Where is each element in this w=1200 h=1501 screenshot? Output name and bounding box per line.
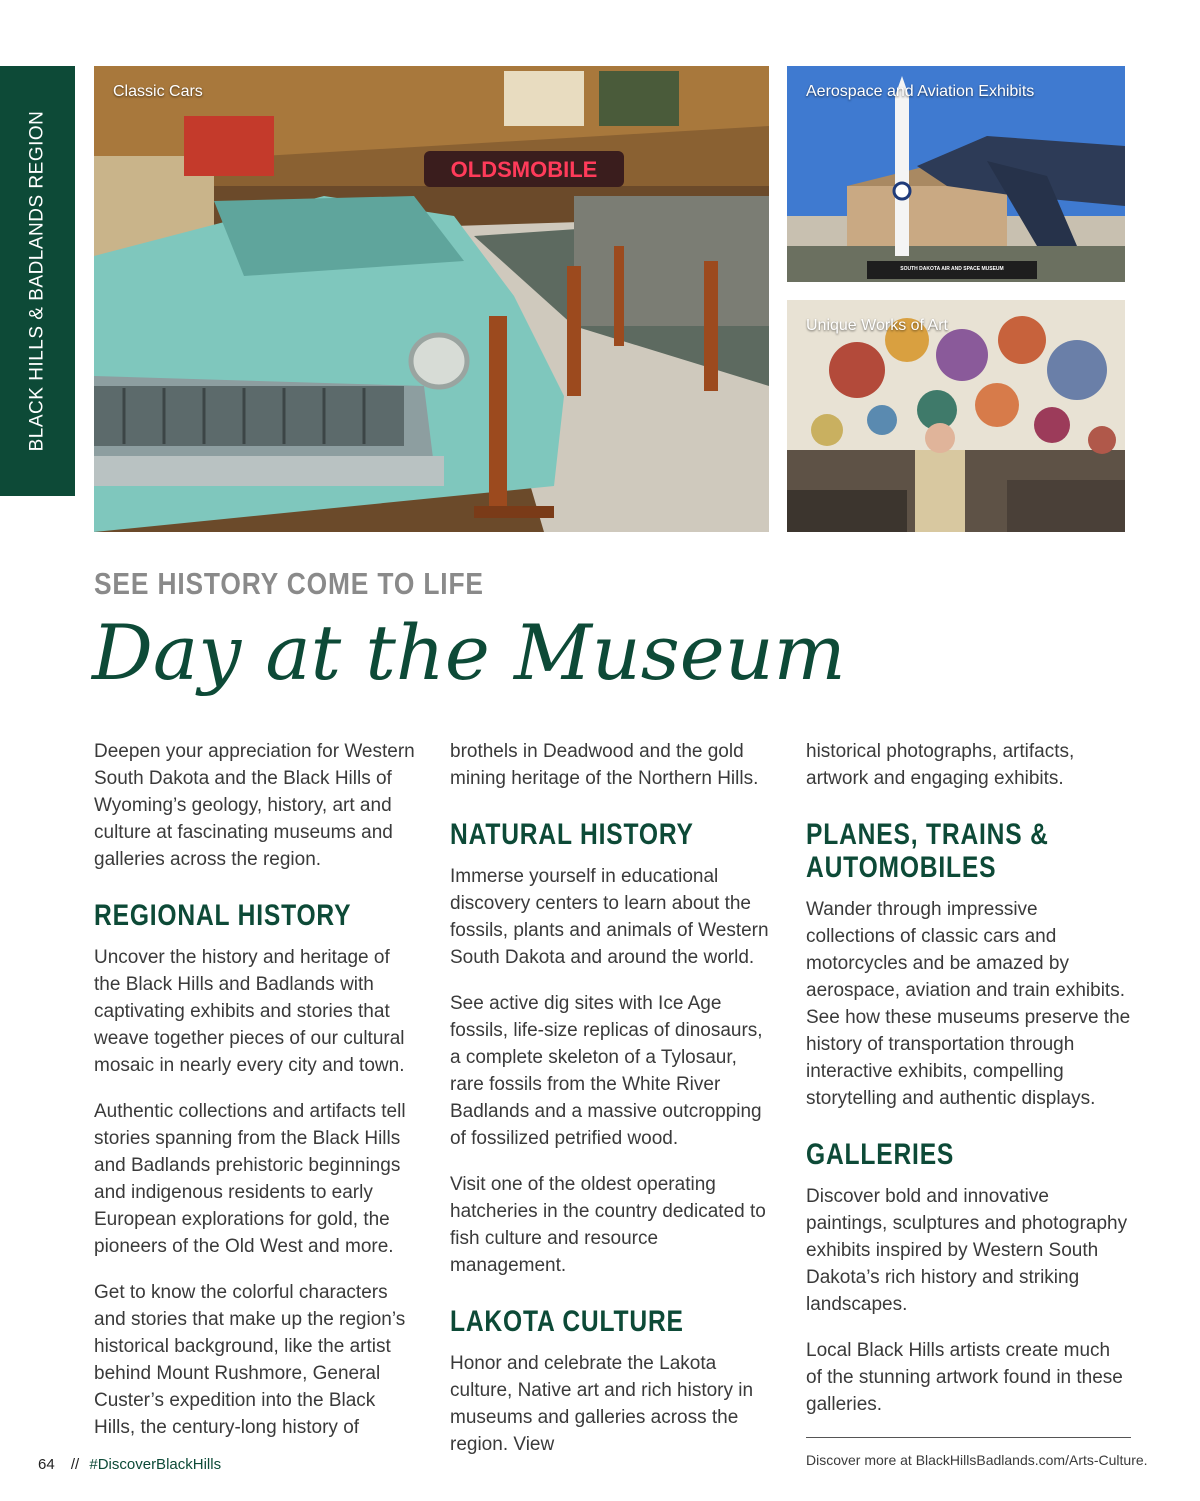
regional-paragraph-2: Authentic collections and artifacts tell stories spanning from the Black Hills and Badlands prehistoric beginnings and indigenous residents to early European explorations for gold, the pioneers of the Old West and more. — [94, 1101, 406, 1257]
natural-paragraph-3: Visit one of the oldest operating hatcheries in the country dedicated to fish culture and resource management. — [450, 1174, 766, 1276]
lakota-paragraph: Honor and celebrate the Lakota culture, Native art and rich history in museums and galleries across the region. View — [450, 1353, 754, 1455]
planes-paragraph: Wander through impressive collections of classic cars and motorcycles and be amazed by aerospace, aviation and train exhibits. See how these museums preserve the history of transportation through interactive exhibits, compelling storytelling and authentic displays. — [806, 899, 1131, 1109]
natural-paragraph-2: See active dig sites with Ice Age fossils, life-size replicas of dinosaurs, a complete skeleton of a Tylosaur, rare fossils from the White River Badlands and a massive outcropping of fossilized petrified wood. — [450, 993, 763, 1149]
lakota-culture-heading: LAKOTA CULTURE — [450, 1305, 684, 1338]
kicker-heading: SEE HISTORY COME TO LIFE — [94, 566, 484, 601]
page-title: Day at the Museum — [92, 608, 846, 697]
classic-cars-caption: Classic Cars — [113, 83, 203, 100]
column-1 — [94, 738, 419, 1460]
art-caption: Unique Works of Art — [806, 317, 948, 334]
art-photo — [787, 300, 1125, 532]
natural-paragraph-1: Immerse yourself in educational discovery centers to learn about the fossils, plants and animals of Western South Dakota and around the world. — [450, 866, 769, 968]
region-side-tab — [0, 66, 75, 496]
regional-paragraph-1: Uncover the history and heritage of the Black Hills and Badlands with captivating exhibits and stories that weave together pieces of our cultural mosaic in nearly every city and town. — [94, 947, 405, 1076]
classic-cars-illustration — [94, 66, 769, 532]
column-3 — [806, 738, 1148, 1470]
galleries-paragraph-2: Local Black Hills artists create much of the stunning artwork found in these galleries. — [806, 1340, 1123, 1415]
oldsmobile-sign: OLDSMOBILE — [450, 157, 598, 182]
discover-more-note: Discover more at BlackHillsBadlands.com/Arts-Culture. — [806, 1452, 1148, 1468]
classic-cars-photo — [94, 66, 769, 532]
footer-hashtag: #DiscoverBlackHills — [89, 1456, 222, 1473]
note-divider — [806, 1437, 1131, 1438]
aerospace-photo — [787, 66, 1125, 282]
region-label: BLACK HILLS & BADLANDS REGION — [26, 110, 48, 452]
galleries-heading: GALLERIES — [806, 1138, 955, 1171]
footer-separator: // — [70, 1456, 80, 1473]
column-2 — [450, 738, 775, 1477]
museum-sign-text: SOUTH DAKOTA AIR AND SPACE MUSEUM — [900, 266, 1004, 272]
regional-paragraph-continued: brothels in Deadwood and the gold mining heritage of the Northern Hills. — [450, 741, 759, 789]
natural-history-heading: NATURAL HISTORY — [450, 818, 694, 851]
galleries-paragraph-1: Discover bold and innovative paintings, sculptures and photography exhibits inspired by Western South Dakota’s rich history and striking landscapes. — [806, 1186, 1128, 1315]
planes-heading-line-2: AUTOMOBILES — [806, 851, 997, 884]
regional-history-heading: REGIONAL HISTORY — [94, 899, 352, 932]
planes-heading-line-1: PLANES, TRAINS & — [806, 818, 1049, 851]
page-number: 64 — [38, 1456, 55, 1473]
aerospace-caption: Aerospace and Aviation Exhibits — [806, 83, 1035, 100]
page-footer — [38, 1456, 221, 1473]
lakota-paragraph-continued: historical photographs, artifacts, artwork and engaging exhibits. — [806, 741, 1075, 789]
intro-paragraph: Deepen your appreciation for Western South Dakota and the Black Hills of Wyoming’s geology, history, art and culture at fascinating museums and galleries across the region. — [94, 741, 415, 870]
regional-paragraph-3: Get to know the colorful characters and stories that make up the region’s historical background, like the artist behind Mount Rushmore, General Custer’s expedition into the Black Hills, the century-long history of — [94, 1282, 406, 1438]
